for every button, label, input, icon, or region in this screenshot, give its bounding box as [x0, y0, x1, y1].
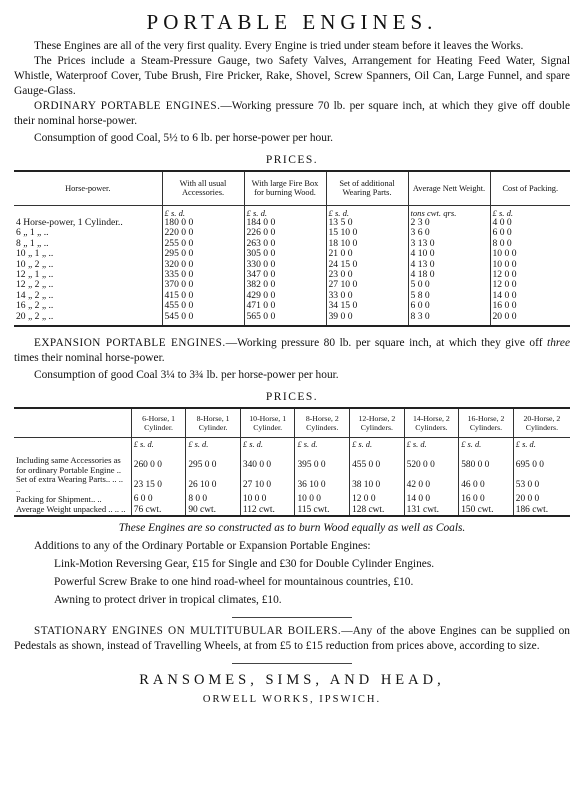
units-cell — [14, 438, 131, 453]
packing-cell: 10 0 0 — [490, 260, 570, 270]
column-header: 20-Horse, 2 Cylinders. — [513, 408, 570, 438]
price-cell: 10 0 0 — [295, 494, 350, 505]
price-cell: 295 0 0 — [162, 249, 244, 259]
prices-heading-expansion: PRICES. — [265, 390, 319, 403]
horse-power-cell: 10 „ 1 „ .. — [16, 248, 54, 260]
column-header: 10-Horse, 1 Cylinder. — [240, 408, 295, 438]
weight-cell: 4 18 0 — [408, 270, 490, 280]
horse-power-cell: 8 „ 1 „ .. — [16, 237, 49, 249]
price-cell: 260 0 0 — [131, 453, 186, 475]
table-row — [14, 228, 570, 238]
table-row — [14, 475, 570, 494]
units-cell: £ s. d. — [490, 205, 570, 218]
row-label: Set of extra Wearing Parts.. .. .. .. — [16, 474, 124, 494]
wood-coal-note: These Engines are so constructed as to burn Wood equally as well as Coals. — [118, 522, 466, 535]
price-cell: 14 0 0 — [404, 494, 459, 505]
stationary-engines-heading: STATIONARY ENGINES ON MULTITUBULAR BOILERS. — [34, 625, 342, 638]
row-label: Packing for Shipment.. .. — [16, 493, 102, 504]
column-header: Set of additional Wearing Parts. — [326, 171, 408, 205]
column-header — [14, 408, 131, 438]
price-cell: 455 0 0 — [350, 453, 405, 475]
table-row — [14, 239, 570, 249]
price-cell: 27 10 0 — [326, 280, 408, 290]
price-cell: 18 10 0 — [326, 239, 408, 249]
units-cell: £ s. d. — [295, 438, 350, 453]
price-cell: 263 0 0 — [244, 239, 326, 249]
weight-cell: 2 3 0 — [408, 218, 490, 228]
packing-cell: 14 0 0 — [490, 291, 570, 301]
price-cell: 8 0 0 — [186, 494, 241, 505]
units-cell: £ s. d. — [513, 438, 570, 453]
price-cell: 335 0 0 — [162, 270, 244, 280]
price-cell: 33 0 0 — [326, 291, 408, 301]
weight-cell: 128 cwt. — [350, 505, 405, 517]
price-cell: 320 0 0 — [162, 260, 244, 270]
addition-item-awning: Awning to protect driver in tropical climates, £10. — [54, 594, 282, 607]
firm-address: ORWELL WORKS, IPSWICH. — [202, 694, 382, 706]
horse-power-cell: 20 „ 2 „ .. — [16, 310, 54, 322]
weight-cell: 6 0 0 — [408, 301, 490, 311]
price-cell: 226 0 0 — [244, 228, 326, 238]
price-cell: 20 0 0 — [513, 494, 570, 505]
stationary-engines-paragraph — [14, 624, 570, 654]
price-cell: 26 10 0 — [186, 475, 241, 494]
price-cell: 370 0 0 — [162, 280, 244, 290]
price-cell: 12 0 0 — [350, 494, 405, 505]
addition-item-reversing-gear: Link-Motion Reversing Gear, £15 for Single and £30 for Double Cylinder Engines. — [54, 558, 435, 571]
packing-cell: 6 0 0 — [490, 228, 570, 238]
weight-cell: 112 cwt. — [240, 505, 295, 517]
price-cell: 34 15 0 — [326, 301, 408, 311]
price-cell: 23 15 0 — [131, 475, 186, 494]
stationary-engines-text: —Any of the above Engines can be supplied on Pedestals as shown, instead of Travelling Wheels, at from £5 to £15 reduction from prices above, according to size. — [14, 625, 570, 653]
units-cell: £ s. d. — [326, 205, 408, 218]
price-cell: 27 10 0 — [240, 475, 295, 494]
expansion-consumption: Consumption of good Coal 3¼ to 3¾ lb. per horse-power per hour. — [34, 368, 339, 381]
column-header: 8-Horse, 1 Cylinder. — [186, 408, 241, 438]
price-cell: 695 0 0 — [513, 453, 570, 475]
horse-power-cell: 16 „ 2 „ .. — [16, 300, 54, 312]
horse-power-cell: 12 „ 1 „ .. — [16, 268, 54, 280]
column-header: Average Nett Weight. — [408, 171, 490, 205]
table-row — [14, 494, 570, 505]
units-cell: £ s. d. — [350, 438, 405, 453]
packing-cell: 16 0 0 — [490, 301, 570, 311]
price-cell: 46 0 0 — [459, 475, 514, 494]
price-cell: 184 0 0 — [244, 218, 326, 228]
price-cell: 295 0 0 — [186, 453, 241, 475]
weight-cell: 186 cwt. — [513, 505, 570, 517]
horse-power-cell: 10 „ 2 „ .. — [16, 258, 54, 270]
column-header: With large Fire Box for burning Wood. — [244, 171, 326, 205]
price-cell: 24 15 0 — [326, 260, 408, 270]
price-cell: 429 0 0 — [244, 291, 326, 301]
table-header-row — [14, 171, 570, 205]
packing-cell: 10 0 0 — [490, 249, 570, 259]
units-cell — [14, 205, 162, 218]
column-header: 6-Horse, 1 Cylinder. — [131, 408, 186, 438]
column-header: 8-Horse, 2 Cylinders. — [295, 408, 350, 438]
row-label: Average Weight unpacked .. .. .. — [16, 504, 126, 515]
price-cell: 15 10 0 — [326, 228, 408, 238]
column-header: 14-Horse, 2 Cylinders. — [404, 408, 459, 438]
units-cell: £ s. d. — [186, 438, 241, 453]
price-cell: 16 0 0 — [459, 494, 514, 505]
price-cell: 415 0 0 — [162, 291, 244, 301]
column-header: Cost of Packing. — [490, 171, 570, 205]
packing-cell: 12 0 0 — [490, 280, 570, 290]
price-cell: 23 0 0 — [326, 270, 408, 280]
section-divider — [232, 617, 352, 618]
weight-cell: 5 0 0 — [408, 280, 490, 290]
intro-paragraph-2: The Prices include a Steam-Pressure Gauge, two Safety Valves, Arrangement for Heating Feed Water, Signal Whistle, Waterproof Cover, Tube Brush, Fire Pricker, Rake, Shovel, Screw Spanners, Oil Can, Large Funnel, and spare Gauge-Glass. — [14, 55, 570, 97]
price-cell: 340 0 0 — [240, 453, 295, 475]
expansion-engines-heading: EXPANSION PORTABLE ENGINES. — [34, 336, 226, 349]
table-row — [14, 453, 570, 475]
addition-item-screw-brake: Powerful Screw Brake to one hind road-wheel for mountainous countries, £10. — [54, 576, 414, 589]
price-cell: 10 0 0 — [240, 494, 295, 505]
weight-cell: 8 3 0 — [408, 312, 490, 326]
column-header: With all usual Accessories. — [162, 171, 244, 205]
ordinary-engines-paragraph — [14, 99, 570, 129]
table-row — [14, 280, 570, 290]
weight-cell: 115 cwt. — [295, 505, 350, 517]
packing-cell: 12 0 0 — [490, 270, 570, 280]
units-cell: £ s. d. — [162, 205, 244, 218]
horse-power-cell: 4 Horse-power, 1 Cylinder.. — [16, 216, 123, 228]
column-header: 12-Horse, 2 Cylinders. — [350, 408, 405, 438]
firm-name: RANSOMES, SIMS, AND HEAD, — [139, 672, 445, 689]
price-cell: 6 0 0 — [131, 494, 186, 505]
price-cell: 39 0 0 — [326, 312, 408, 326]
price-cell: 382 0 0 — [244, 280, 326, 290]
packing-cell: 4 0 0 — [490, 218, 570, 228]
units-cell: £ s. d. — [131, 438, 186, 453]
ordinary-engines-description: —Working pressure 70 lb. per square inch, at which they give off double their nominal horse-power. — [14, 100, 571, 127]
price-cell: 565 0 0 — [244, 312, 326, 326]
weight-cell: 4 13 0 — [408, 260, 490, 270]
units-cell: tons cwt. qrs. — [408, 205, 490, 218]
intro-paragraph-1: These Engines are all of the very first quality. Every Engine is tried under steam before it leaves the Works. — [34, 40, 524, 52]
price-cell: 53 0 0 — [513, 475, 570, 494]
packing-cell: 20 0 0 — [490, 312, 570, 326]
ordinary-prices-table — [14, 170, 570, 327]
row-label: Including same Accessories as for ordinary Portable Engine .. — [16, 454, 122, 475]
table-row — [14, 249, 570, 259]
prices-heading-ordinary: PRICES. — [265, 154, 319, 166]
units-cell: £ s. d. — [404, 438, 459, 453]
expansion-description-pre: —Working pressure 80 lb. per square inch, at which they give off — [225, 336, 548, 349]
units-cell: £ s. d. — [244, 205, 326, 218]
table-row — [14, 218, 570, 228]
price-cell: 13 5 0 — [326, 218, 408, 228]
ordinary-engines-heading: ORDINARY PORTABLE ENGINES. — [34, 100, 221, 112]
price-cell: 580 0 0 — [459, 453, 514, 475]
price-cell: 471 0 0 — [244, 301, 326, 311]
units-row — [14, 438, 570, 453]
ordinary-consumption: Consumption of good Coal, 5½ to 6 lb. per horse-power per hour. — [34, 132, 333, 144]
expansion-engines-paragraph — [14, 336, 570, 366]
table-row — [14, 270, 570, 280]
weight-cell: 4 10 0 — [408, 249, 490, 259]
price-cell: 42 0 0 — [404, 475, 459, 494]
price-cell: 38 10 0 — [350, 475, 405, 494]
packing-cell: 8 0 0 — [490, 239, 570, 249]
expansion-prices-table — [14, 407, 570, 517]
horse-power-cell: 14 „ 2 „ .. — [16, 289, 54, 301]
additions-intro: Additions to any of the Ordinary Portable or Expansion Portable Engines: — [34, 540, 371, 553]
price-cell: 180 0 0 — [162, 218, 244, 228]
table-header-row — [14, 408, 570, 438]
price-cell: 520 0 0 — [404, 453, 459, 475]
column-header: 16-Horse, 2 Cylinders. — [459, 408, 514, 438]
column-header: Horse-power. — [14, 171, 162, 205]
units-cell: £ s. d. — [240, 438, 295, 453]
table-row — [14, 260, 570, 270]
expansion-description-post: times their nominal horse-power. — [14, 351, 165, 364]
expansion-description-emphasis: three — [547, 336, 571, 349]
horse-power-cell: 12 „ 2 „ .. — [16, 279, 54, 291]
units-cell: £ s. d. — [459, 438, 514, 453]
price-cell: 36 10 0 — [295, 475, 350, 494]
weight-cell: 3 13 0 — [408, 239, 490, 249]
price-cell: 347 0 0 — [244, 270, 326, 280]
price-cell: 220 0 0 — [162, 228, 244, 238]
page-title: PORTABLE ENGINES. — [146, 10, 438, 34]
weight-cell: 131 cwt. — [404, 505, 459, 517]
footer-divider — [232, 663, 352, 664]
horse-power-cell: 6 „ 1 „ .. — [16, 227, 49, 239]
table-row — [14, 291, 570, 301]
table-row — [14, 312, 570, 326]
units-row — [14, 205, 570, 218]
price-cell: 305 0 0 — [244, 249, 326, 259]
weight-cell: 76 cwt. — [131, 505, 186, 517]
price-cell: 21 0 0 — [326, 249, 408, 259]
price-cell: 395 0 0 — [295, 453, 350, 475]
weight-cell: 90 cwt. — [186, 505, 241, 517]
price-cell: 455 0 0 — [162, 301, 244, 311]
price-cell: 330 0 0 — [244, 260, 326, 270]
price-cell: 545 0 0 — [162, 312, 244, 326]
weight-cell: 5 8 0 — [408, 291, 490, 301]
weight-cell: 150 cwt. — [459, 505, 514, 517]
table-row — [14, 301, 570, 311]
weight-cell: 3 6 0 — [408, 228, 490, 238]
price-cell: 255 0 0 — [162, 239, 244, 249]
table-row — [14, 505, 570, 517]
